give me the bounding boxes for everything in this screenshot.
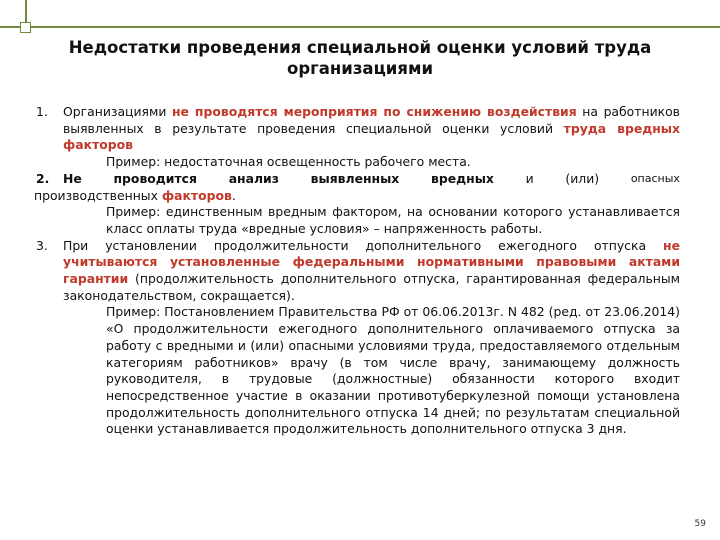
- item-word: и: [525, 170, 534, 186]
- title-line-2: организациями: [286, 59, 434, 78]
- list-item-1: [34, 104, 680, 171]
- list-item-2: [34, 171, 680, 238]
- slide-content: [34, 104, 680, 438]
- item-highlight: не проводятся мероприятия по снижению воздействия: [172, 104, 577, 119]
- slide-title: [20, 37, 700, 79]
- item-text-part: .: [231, 187, 236, 203]
- item-word: (или): [565, 170, 600, 186]
- item-number: 1.: [36, 104, 48, 119]
- item-example: Пример: Постановлением Правительства РФ от 06.06.2013г. N 482 (ред. от 23.06.2014) «О продолжительности ежегодного дополнительного оплачиваемого отпуска за работу с вредными и (или) опасными условиями труда, предоставляемого отдельным категориям работников» врачу (в том числе врачу, занимающему должность руководителя, в трудовые (должностные) обязанности которого входит непосредственное участие в оказании противотуберкулезной помощи установлена продолжительность дополнительного отпуска 14 дней; по результатам специальной оценки устанавливается продолжительность дополнительного отпуска 3 дня.: [106, 304, 680, 437]
- list-item-3: [34, 238, 680, 438]
- item-number: 2.: [36, 170, 50, 186]
- page-number: 59: [694, 519, 706, 529]
- item-text-part: Организациями: [63, 104, 172, 119]
- item-highlight: труда вредных факторов: [63, 120, 680, 153]
- item-text-part: производственных: [34, 187, 162, 203]
- item-word: вредных: [431, 170, 494, 186]
- item-word: выявленных: [310, 170, 400, 186]
- decor-corner-square: [20, 22, 31, 33]
- item-text-part: на работников выявленных в результате проведения специальной оценки условий: [63, 104, 680, 136]
- item-text-part: (продолжительность дополнительного отпуска, гарантированная федеральным законодательством, сокращается).: [63, 271, 680, 303]
- item-text: [63, 238, 680, 305]
- item-example: Пример: единственным вредным фактором, на основании которого устанавливается класс оплаты труда «вредные условия» – напряженность работы.: [106, 204, 680, 236]
- item-number: 3.: [36, 237, 48, 253]
- decor-horizontal-line: [0, 26, 720, 28]
- item-text-part: При установлении продолжительности дополнительного ежегодного отпуска: [63, 237, 664, 253]
- item-text: [63, 104, 680, 154]
- item-highlight: факторов: [161, 187, 232, 203]
- item-example: Пример: недостаточная освещенность рабочего места.: [106, 154, 471, 170]
- item-highlight: не учитываются установленные федеральными нормативными правовыми актами гарантии: [63, 237, 680, 287]
- item-text-first-line: [63, 171, 680, 188]
- item-word: анализ: [228, 170, 279, 186]
- item-word: Не: [63, 170, 82, 186]
- item-text-continuation: [34, 188, 680, 205]
- item-word: опасных: [630, 171, 680, 185]
- item-word: проводится: [113, 170, 197, 186]
- title-line-1: Недостатки проведения специальной оценки условий труда: [68, 38, 652, 57]
